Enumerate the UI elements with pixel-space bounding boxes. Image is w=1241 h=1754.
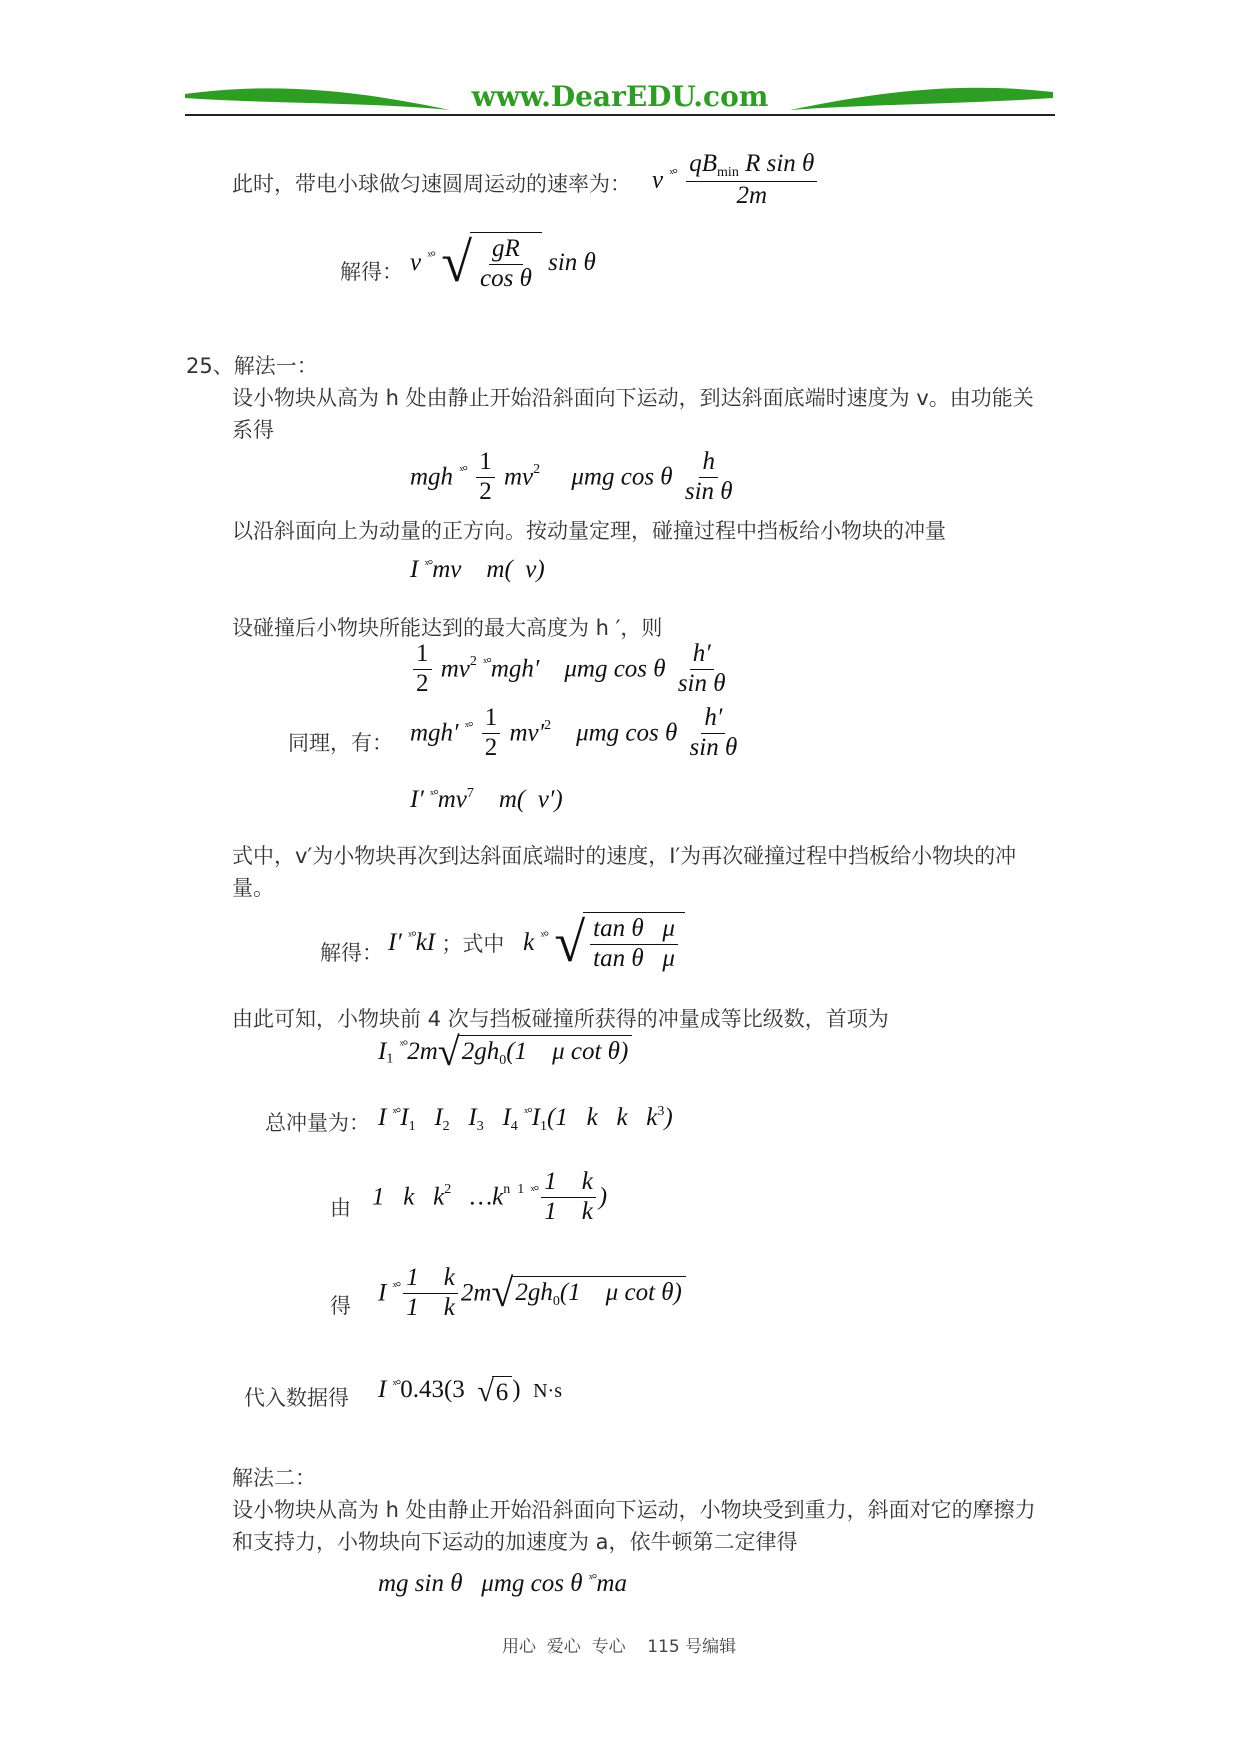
intro-line-1 <box>232 168 631 198</box>
equation-label: 同理，有： <box>288 731 393 755</box>
equation-label: 得 <box>330 1294 351 1318</box>
equation-12: mg sin θ μmg cos θ $^{ˣ^\circ}$ma <box>378 1570 627 1597</box>
equation-8: I $^{ˣ^\circ}I_1$ $I_2$ $I_3$ $I_4$ $^{ˣ^\circ}I_1(1$ k k $k^3$) <box>378 1104 673 1134</box>
equation-6: I′ $^{ˣ^\circ}$kI ；式中 k $^{ˣ^\circ}$ √ $\frac{\text{tan θ μ}}{\text{tan θ μ}}$ <box>388 912 685 974</box>
green-swoosh-right <box>785 84 1055 118</box>
intro-line-2-label: 解得： <box>340 260 403 284</box>
equation-label: 由 <box>330 1196 351 1220</box>
equation-2: I $^{ˣ^\circ}$mv m( v) <box>410 556 545 583</box>
radical-sign: √ <box>441 231 472 294</box>
equation-4: mgh′ $^{ˣ^\circ}$ $\frac{1}{2}$ $mv'^2$ μmg cos θ $\frac{h'}{\text{sin θ}}$ <box>410 704 738 761</box>
page-footer: 用心 爱心 专心 115 号编辑 <box>502 1637 737 1657</box>
header-banner <box>185 78 1055 118</box>
equation-label: 代入数据得 <box>244 1386 349 1410</box>
intro-formula-1: v $^{ˣ^\circ}$ $\frac{qB_{min} R \sin \theta}{2m}$ <box>652 150 820 211</box>
paragraph: 设小物块从高为 h 处由静止开始沿斜面向下运动，到达斜面底端时速度为 v。由功能关 <box>232 386 1034 410</box>
equation-5: I′ $^{ˣ^\circ}mv^7$ m( v′) <box>410 786 563 813</box>
header-rule <box>185 114 1055 116</box>
equation-label: 总冲量为： <box>265 1111 370 1135</box>
section-heading: 25、解法一： <box>186 354 318 378</box>
garbled-symbol: ˣ° <box>669 167 678 183</box>
paragraph: 以沿斜面向上为动量的正方向。按动量定理，碰撞过程中挡板给小物块的冲量 <box>232 519 946 543</box>
equation-1: mgh $^{ˣ^\circ}$ $\frac{1}{2}$ $mv^2$ μmg cos θ $\frac{h}{\text{sin θ}}$ <box>410 448 733 505</box>
green-swoosh-left <box>185 84 455 118</box>
paragraph: 由此可知，小物块前 4 次与挡板碰撞所获得的冲量成等比级数，首项为 <box>232 1007 889 1031</box>
paragraph: 量。 <box>232 876 274 900</box>
paragraph: 设碰撞后小物块所能达到的最大高度为 h ′，则 <box>232 616 663 640</box>
intro-text: 此时，带电小球做匀速圆周运动的速率为： <box>232 172 631 196</box>
equation-10: I $^{ˣ^\circ}$ $\frac{1 k}{1 k}$ $2m√2gh_0(1$ μ cot θ) <box>378 1264 686 1323</box>
paragraph: 系得 <box>232 418 274 442</box>
paragraph: 式中，v′为小物块再次到达斜面底端时的速度，I′为再次碰撞过程中挡板给小物块的冲 <box>232 844 1017 868</box>
fraction: $\frac{qB_{min} R \sin \theta}{2m}$ <box>686 150 817 211</box>
equation-7: $I_1$ $^{ˣ^\circ}2m√2gh_0(1$ μ cot θ) <box>378 1032 632 1072</box>
equation-label: 解得： <box>320 941 383 965</box>
equation-11: I $^{ˣ^\circ}$0.43(3 √6 ) N·s <box>378 1374 562 1408</box>
paragraph: 设小物块从高为 h 处由静止开始沿斜面向下运动，小物块受到重力，斜面对它的摩擦力 <box>232 1498 1036 1522</box>
intro-formula-2: v $^{ˣ^\circ}$ √ $\frac{gR}{\text{cos θ}}$ sin θ <box>410 231 596 294</box>
equation-9: 1 k $k^2$ $\dots k^{n 1}$ $^{ˣ^\circ}$ $\frac{1 k}{1 k}$ ) <box>372 1168 608 1225</box>
site-logo-text: www.DearEDU.com <box>471 80 769 113</box>
section-heading: 解法二： <box>232 1466 316 1490</box>
equation-3: $\frac{1}{2}$ $mv^2$ $^{ˣ^\circ}$mgh′ μmg cos θ $\frac{h'}{\text{sin θ}}$ <box>410 640 732 699</box>
paragraph: 和支持力，小物块向下运动的加速度为 a，依牛顿第二定律得 <box>232 1530 798 1554</box>
